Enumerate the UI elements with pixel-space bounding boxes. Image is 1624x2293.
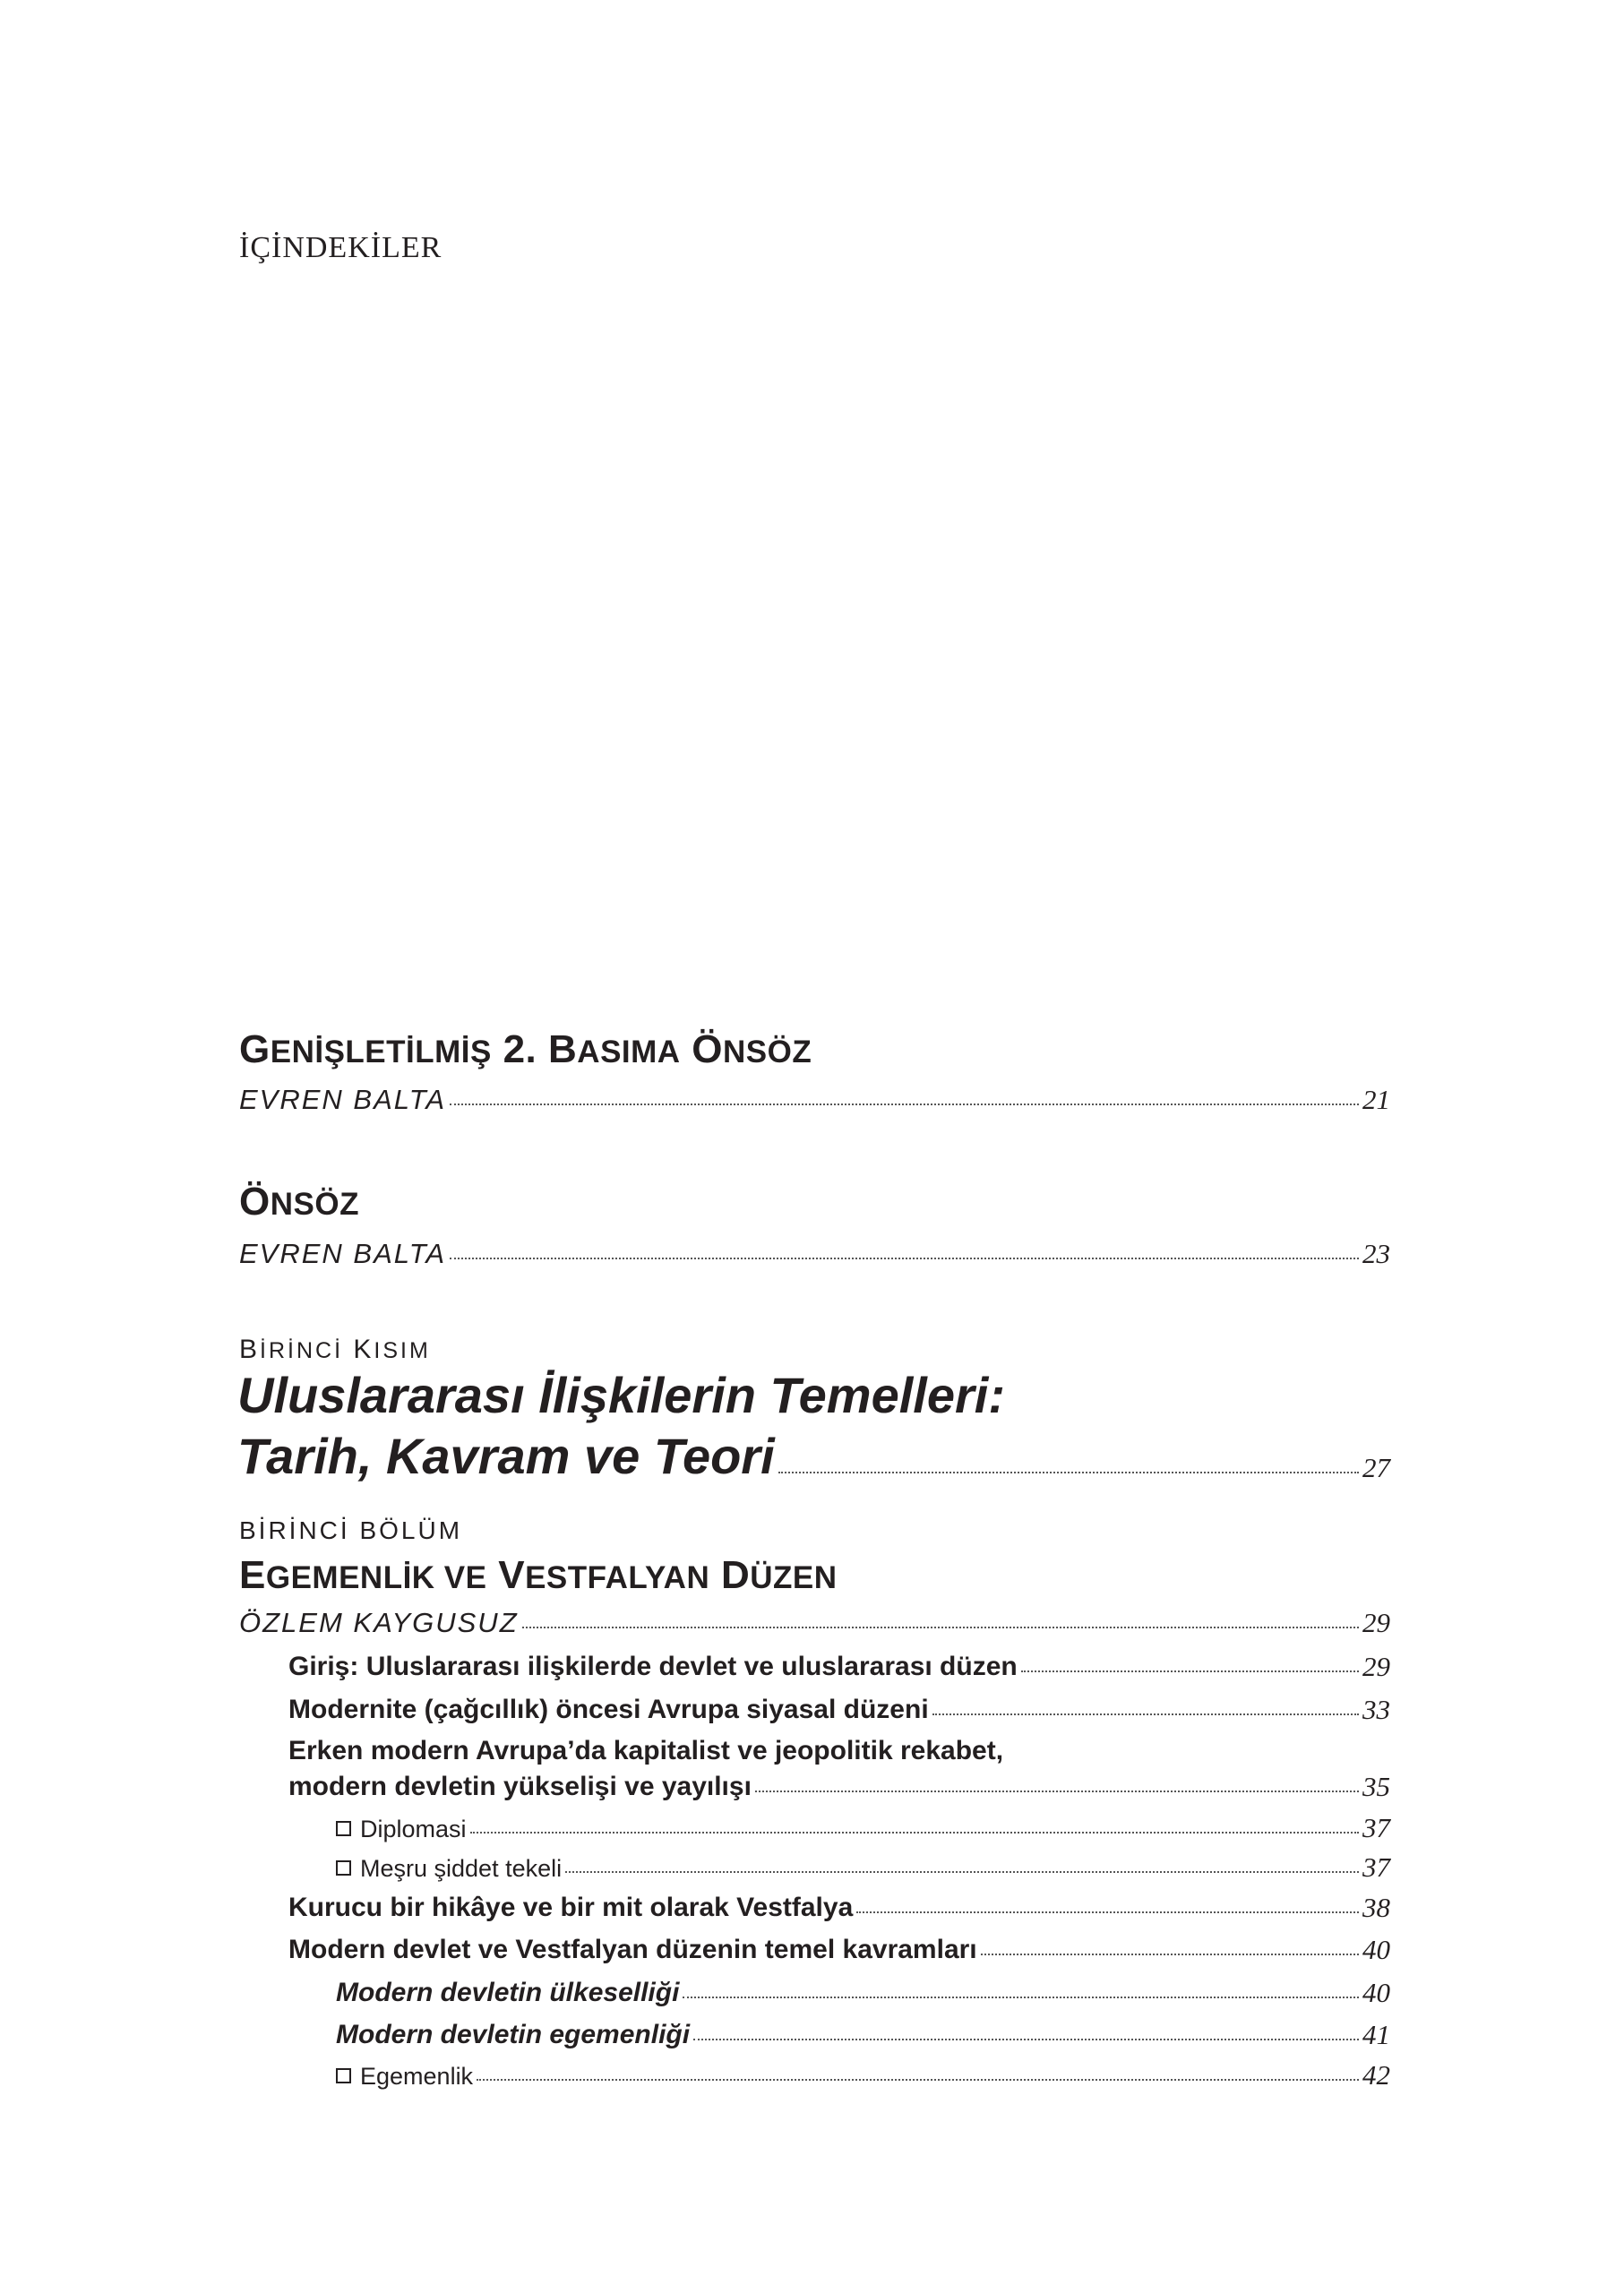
part-title-line2: Tarih, Kavram ve Teori [237,1428,775,1484]
toc-row-preface-author[interactable] [239,1232,1390,1267]
toc-entry[interactable] [288,1885,1390,1921]
title-part: ENİŞLETİLMİŞ [270,1035,492,1069]
dot-leader [470,1832,1359,1834]
title-part: Ö [239,1180,271,1224]
preface-title [239,1182,359,1222]
dot-leader [693,2039,1359,2040]
author-name: EVREN BALTA [239,1238,447,1269]
subentry-title [336,1857,562,1881]
page-number: 42 [1362,2059,1390,2091]
page-number: 29 [1362,1651,1390,1682]
title-part: GEMENLİK VE [265,1560,487,1595]
checkbox-icon [336,2068,351,2083]
toc-subentry[interactable] [336,2053,1390,2089]
label-part: ISIM [374,1338,431,1363]
title-part: ASIMA [577,1035,681,1069]
dot-leader [522,1627,1359,1628]
chapter-title [239,1553,838,1597]
toc-subentry[interactable] [336,2013,1390,2048]
toc-row-chapter-author[interactable] [239,1601,1390,1636]
title-part: ESTFALYAN [525,1560,710,1595]
dot-leader [778,1472,1359,1473]
dot-leader [856,1911,1359,1913]
dot-leader [981,1954,1359,1955]
title-part: B [548,1027,578,1071]
toc-subentry[interactable] [336,1971,1390,2006]
page-number: 21 [1362,1084,1390,1115]
toc-subentry[interactable] [336,1845,1390,1881]
title-part: 2. [491,1027,549,1071]
page-number: 27 [1362,1452,1390,1483]
title-part: V [486,1553,526,1597]
entry-title: Kurucu bir hikâye ve bir mit olarak Vestfalya [288,1893,854,1922]
page-number: 37 [1362,1812,1390,1843]
running-head: İÇİNDEKİLER [239,231,443,264]
author-name: ÖZLEM KAYGUSUZ [239,1607,519,1638]
entry-title: modern devletin yükselişi ve yayılışı [288,1772,752,1801]
page-number: 29 [1362,1607,1390,1638]
toc-subentry[interactable] [336,1806,1390,1842]
title-part: E [239,1553,266,1597]
subentry-text: Diplomasi [360,1816,467,1842]
title-part: NSÖZ [270,1187,359,1222]
entry-title: Giriş: Uluslararası ilişkilerde devlet ve uluslararası düzen [288,1652,1018,1681]
title-part: Ö [680,1027,724,1071]
toc-entry[interactable] [288,1688,1390,1723]
preface2-title [239,1027,812,1071]
page-number: 37 [1362,1851,1390,1883]
subentry-title [336,1817,467,1842]
toc-row-part-title[interactable] [237,1426,1390,1484]
dot-leader [477,2079,1359,2081]
entry-title: Modernite (çağcıllık) öncesi Avrupa siyasal düzeni [288,1695,929,1724]
toc-row-preface2-author[interactable] [239,1078,1390,1113]
author-name: EVREN BALTA [239,1084,447,1115]
checkbox-icon [336,1821,351,1836]
page-number: 23 [1362,1238,1390,1269]
subentry-text: Meşru şiddet tekeli [360,1855,563,1882]
page-number: 35 [1362,1771,1390,1802]
dot-leader [450,1258,1359,1259]
part-title-line1: Uluslararası İlişkilerin Temelleri: [237,1367,1006,1423]
entry-title-line1[interactable]: Erken modern Avrupa’da kapitalist ve jeopolitik rekabet, [288,1736,1004,1765]
title-part: G [239,1027,271,1071]
label-part: K [343,1335,374,1364]
entry-title: Modern devletin egemenliği [336,2020,691,2049]
dot-leader [450,1104,1359,1105]
dot-leader [565,1871,1359,1873]
page-number: 40 [1362,1934,1390,1965]
subentry-title [336,2065,473,2089]
title-part: ÜZEN [750,1560,838,1595]
entry-title: Modern devletin ülkeselliği [336,1978,680,2007]
page-number: 41 [1362,2019,1390,2050]
title-part: NSÖZ [723,1035,812,1069]
toc-entry[interactable] [288,1645,1390,1680]
entry-title: Modern devlet ve Vestfalyan düzenin temel kavramları [288,1935,977,1964]
label-part: İRİNCİ [260,1338,344,1363]
chapter-label: BİRİNCİ BÖLÜM [239,1516,463,1544]
label-part: B [239,1335,261,1364]
toc-entry[interactable] [288,1928,1390,1963]
page-number: 33 [1362,1694,1390,1725]
dot-leader [683,1997,1359,1998]
checkbox-icon [336,1860,351,1876]
dot-leader [755,1791,1359,1792]
dot-leader [932,1713,1359,1715]
toc-entry[interactable] [288,1765,1390,1800]
part-label [239,1335,431,1365]
page-number: 38 [1362,1892,1390,1923]
title-part: D [709,1553,751,1597]
dot-leader [1021,1670,1359,1672]
page-number: 40 [1362,1977,1390,2008]
subentry-text: Egemenlik [360,2063,474,2090]
